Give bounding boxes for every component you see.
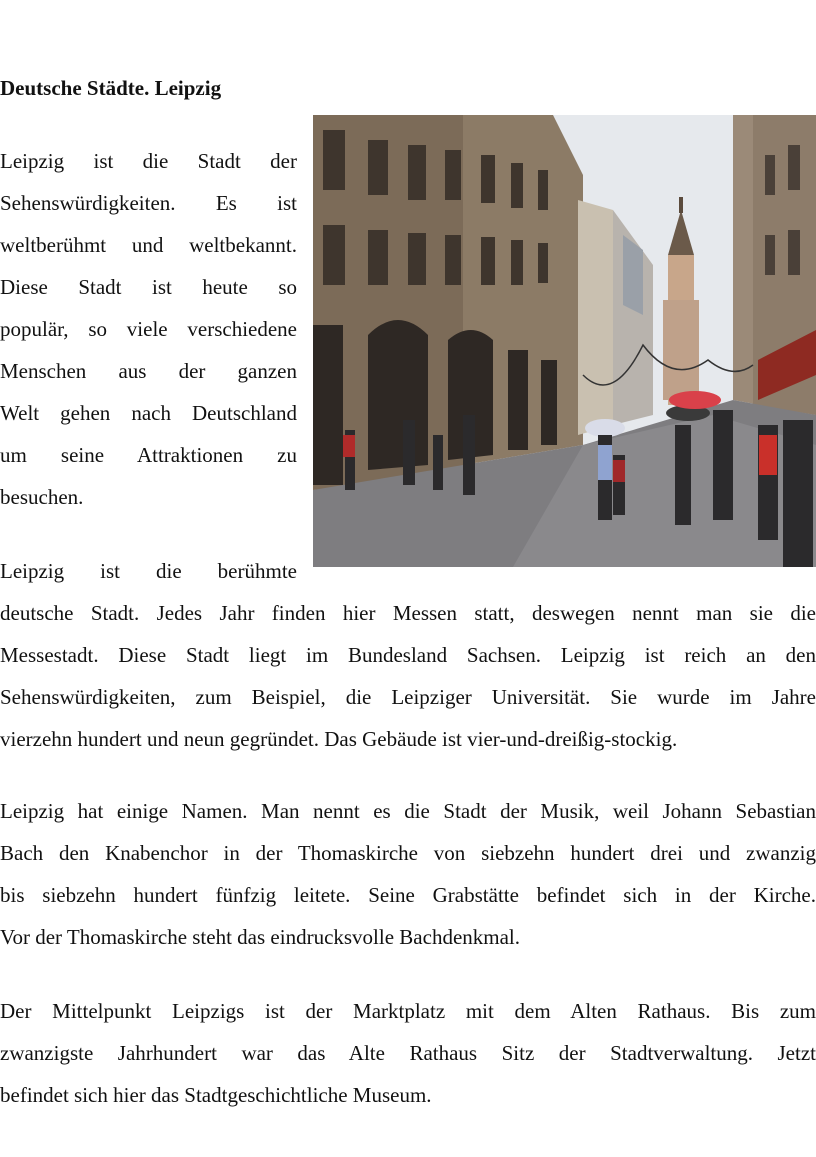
text-line: Sehenswürdigkeiten. Es ist	[0, 191, 297, 215]
text-line: Leipzig ist die Stadt der	[0, 149, 297, 173]
text-line: Diese Stadt ist heute so	[0, 275, 297, 299]
text-line: Messestadt. Diese Stadt liegt im Bundesland Sachsen. Leipzig ist reich an den	[0, 643, 816, 667]
text-line: Leipzig hat einige Namen. Man nennt es die Stadt der Musik, weil Johann Sebastian	[0, 799, 816, 823]
paragraph-intro	[0, 140, 297, 518]
paragraph-messestadt	[0, 550, 816, 760]
text-line: vierzehn hundert und neun gegründet. Das Gebäude ist vier-und-dreißig-stockig.	[0, 727, 678, 751]
text-line: um seine Attraktionen zu	[0, 443, 297, 467]
text-line: befindet sich hier das Stadtgeschichtliche Museum.	[0, 1083, 432, 1107]
text-line: Leipzig ist die berühmte	[0, 559, 297, 583]
text-line: Menschen aus der ganzen	[0, 359, 297, 383]
paragraph-musik	[0, 790, 816, 958]
text-line: deutsche Stadt. Jedes Jahr finden hier Messen statt, deswegen nennt man sie die	[0, 601, 816, 625]
text-line: besuchen.	[0, 485, 84, 509]
text-line: Bach den Knabenchor in der Thomaskirche von siebzehn hundert drei und zwanzig	[0, 841, 816, 865]
text-line: Vor der Thomaskirche steht das eindrucksvolle Bachdenkmal.	[0, 925, 521, 949]
street-photo	[313, 115, 816, 567]
text-line: Der Mittelpunkt Leipzigs ist der Marktplatz mit dem Alten Rathaus. Bis zum	[0, 999, 816, 1023]
text-line: zwanzigste Jahrhundert war das Alte Rathaus Sitz der Stadtverwaltung. Jetzt	[0, 1041, 816, 1065]
text-line: weltberühmt und weltbekannt.	[0, 233, 297, 257]
text-line: Welt gehen nach Deutschland	[0, 401, 297, 425]
page-title: Deutsche Städte. Leipzig	[0, 76, 222, 100]
paragraph-marktplatz	[0, 990, 816, 1116]
text-line: Sehenswürdigkeiten, zum Beispiel, die Leipziger Universität. Sie wurde im Jahre	[0, 685, 816, 709]
text-line: bis siebzehn hundert fünfzig leitete. Seine Grabstätte befindet sich in der Kirche.	[0, 883, 816, 907]
text-line: populär, so viele verschiedene	[0, 317, 297, 341]
